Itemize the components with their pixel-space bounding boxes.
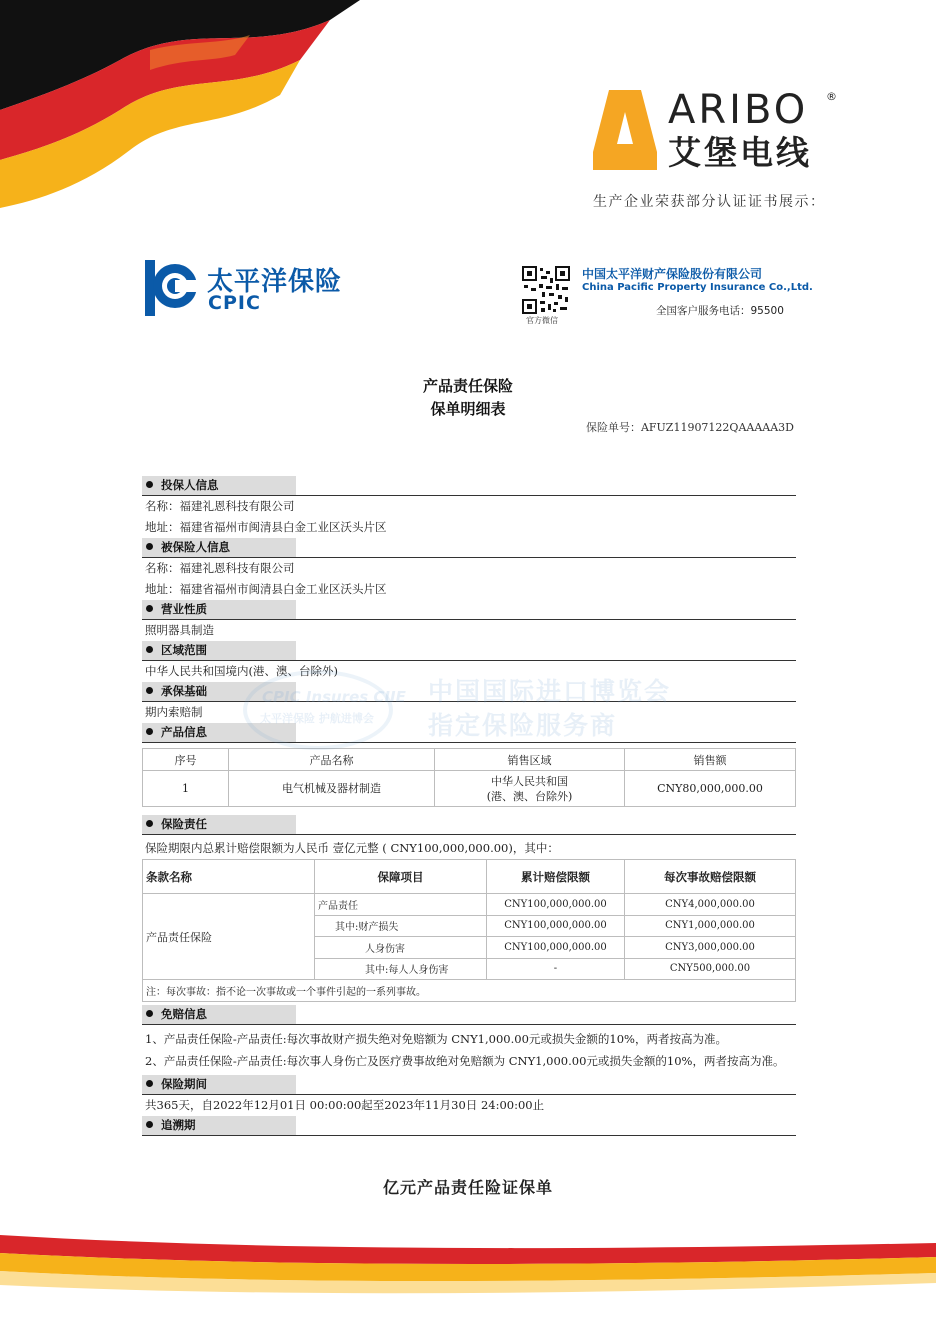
bullet-icon	[146, 728, 153, 735]
aggregate-limit: CNY100,000,000.00	[487, 915, 625, 937]
bullet-icon	[146, 687, 153, 694]
section-applicant	[142, 476, 796, 496]
column-header: 销售区域	[435, 749, 625, 771]
deductible-item: 1、产品责任保险-产品责任:每次事故财产损失绝对免赔额为 CNY1,000.00元或损失金额的10%，两者按高为准。	[145, 1031, 727, 1046]
document-title: 产品责任保险	[422, 377, 513, 395]
cpic-logo-icon	[145, 260, 199, 316]
watermark-text: 指定保险服务商	[428, 711, 618, 740]
footer-title: 亿元产品责任险证保单	[382, 1178, 553, 1197]
per-accident-limit: CNY500,000.00	[625, 958, 796, 980]
table-header-row	[143, 749, 796, 771]
qr-caption: 官方微信	[526, 316, 558, 325]
section-heading: 营业性质	[161, 602, 207, 616]
bullet-icon	[146, 1010, 153, 1017]
clause-name: 产品责任保险	[143, 894, 315, 980]
bullet-icon	[146, 646, 153, 653]
section-heading: 被保险人信息	[161, 540, 230, 554]
watermark-logo-en: CPIC Insures CIIE	[262, 688, 406, 706]
deductible-item: 2、产品责任保险-产品责任:每次事人身伤亡及医疗费事故绝对免赔额为 CNY1,000.00元或损失金额的10%，两者按高为准。	[145, 1053, 785, 1068]
business-nature: 照明器具制造	[145, 623, 214, 637]
section-liability	[142, 815, 796, 835]
section-product	[142, 723, 796, 743]
qr-code-icon	[522, 266, 570, 314]
section-region	[142, 641, 796, 661]
per-accident-limit: CNY4,000,000.00	[625, 894, 796, 916]
insurance-period: 共365天，自2022年12月01日 00:00:00起至2023年11月30日 24:00:00止	[145, 1097, 545, 1112]
section-heading: 免赔信息	[161, 1006, 207, 1021]
coverage-item: 产品责任	[315, 894, 487, 916]
aribo-brand-name-cn: 艾堡电线	[668, 133, 812, 172]
liability-table	[142, 859, 796, 1002]
policy-number: 保险单号：AFUZ11907122QAAAAA3D	[585, 421, 794, 434]
bullet-icon	[146, 820, 153, 827]
section-heading: 投保人信息	[161, 478, 219, 492]
per-accident-limit: CNY1,000,000.00	[625, 915, 796, 937]
watermark-text: 中国国际进口博览会	[428, 677, 672, 706]
section-basis	[142, 682, 796, 702]
applicant-address: 地址：福建省福州市闽清县白金工业区沃头片区	[145, 520, 387, 534]
service-hotline: 全国客户服务电话：95500	[656, 305, 784, 317]
product-sales: CNY80,000,000.00	[625, 771, 796, 807]
section-heading: 保险责任	[161, 817, 207, 831]
section-deductible	[142, 1005, 796, 1025]
aribo-logo-icon	[593, 90, 657, 170]
section-business	[142, 600, 796, 620]
insured-address: 地址：福建省福州市闽清县白金工业区沃头片区	[145, 582, 387, 596]
insured-name: 名称：福建礼恩科技有限公司	[145, 561, 295, 575]
product-table	[142, 748, 796, 807]
coverage-basis: 期内索赔制	[145, 705, 203, 719]
column-header: 保障项目	[315, 860, 487, 894]
applicant-name: 名称：福建礼恩科技有限公司	[145, 499, 295, 513]
section-retro	[142, 1116, 796, 1136]
column-header: 条款名称	[143, 860, 315, 894]
coverage-item: 其中:每人人身伤害	[315, 958, 487, 980]
aggregate-limit: -	[487, 958, 625, 980]
product-no: 1	[143, 771, 229, 807]
region-scope: 中华人民共和国境内(港、澳、台除外)	[145, 664, 338, 678]
liability-note: 注：每次事故：指不论一次事故或一个事件引起的一系列事故。	[143, 980, 796, 1002]
registered-mark: ®	[826, 90, 837, 103]
watermark-logo-cn: 太平洋保险 护航进博会	[260, 712, 374, 725]
aggregate-limit: CNY100,000,000.00	[487, 894, 625, 916]
coverage-item: 其中:财产损失	[315, 915, 487, 937]
liability-intro: 保险期限内总累计赔偿限额为人民币 壹亿元整 ( CNY100,000,000.00)，其中：	[145, 841, 559, 855]
product-region	[435, 771, 625, 807]
aggregate-limit: CNY100,000,000.00	[487, 937, 625, 959]
bullet-icon	[146, 1080, 153, 1087]
bullet-icon	[146, 543, 153, 550]
product-name: 电气机械及器材制造	[229, 771, 435, 807]
insurer-company-en: China Pacific Property Insurance Co.,Ltd.	[582, 282, 813, 293]
coverage-item: 人身伤害	[315, 937, 487, 959]
section-heading: 保险期间	[161, 1076, 207, 1091]
product-region-line: 中华人民共和国	[491, 774, 568, 788]
column-header: 累计赔偿限额	[487, 860, 625, 894]
table-row	[143, 894, 796, 916]
insurer-company-cn: 中国太平洋财产保险股份有限公司	[582, 267, 763, 281]
table-row	[143, 771, 796, 807]
section-heading: 承保基础	[161, 684, 207, 698]
section-heading: 产品信息	[161, 725, 207, 739]
flag-banner-decoration	[0, 0, 360, 215]
column-header: 销售额	[625, 749, 796, 771]
column-header: 每次事故赔偿限额	[625, 860, 796, 894]
section-insured	[142, 538, 796, 558]
column-header: 产品名称	[229, 749, 435, 771]
column-header: 序号	[143, 749, 229, 771]
bullet-icon	[146, 605, 153, 612]
section-period	[142, 1075, 796, 1095]
section-heading: 追溯期	[161, 1117, 196, 1132]
bullet-icon	[146, 481, 153, 488]
bottom-stripe-decoration	[0, 1225, 936, 1305]
section-heading: 区域范围	[161, 643, 207, 657]
insurer-name-cn: 太平洋保险	[207, 267, 343, 297]
aribo-brand-name: ARIBO	[668, 87, 809, 133]
table-row	[143, 980, 796, 1002]
certificate-caption: 生产企业荣获部分认证证书展示：	[593, 194, 826, 210]
bullet-icon	[146, 1121, 153, 1128]
document-subtitle: 保单明细表	[430, 400, 506, 418]
table-header-row	[143, 860, 796, 894]
insurer-name-en: CPIC	[208, 292, 261, 314]
product-region-line: (港、澳、台除外)	[486, 789, 573, 803]
per-accident-limit: CNY3,000,000.00	[625, 937, 796, 959]
policy-details	[142, 476, 796, 1136]
